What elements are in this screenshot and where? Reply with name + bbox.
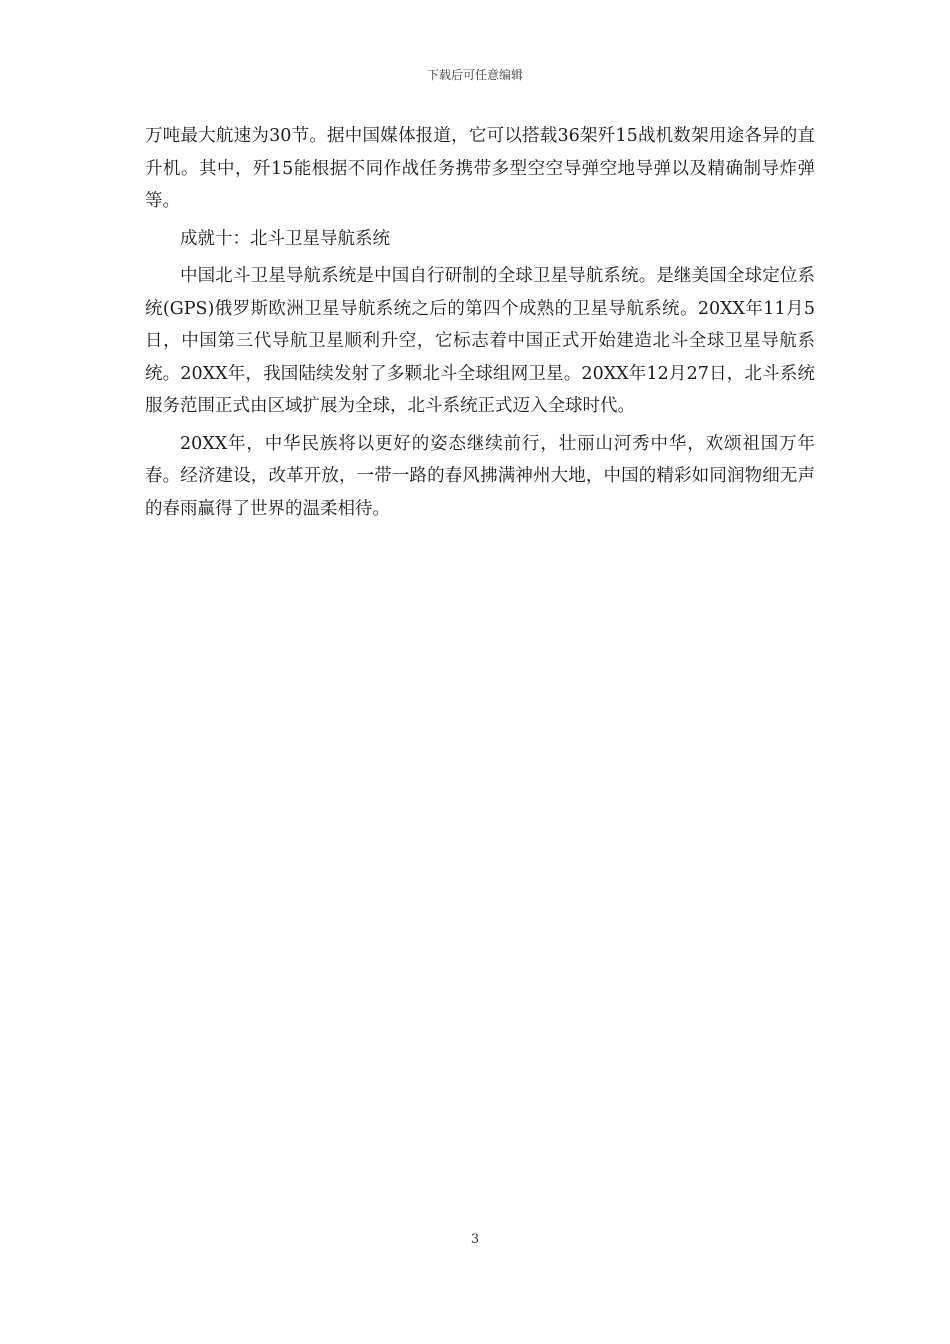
paragraph-beidou: 中国北斗卫星导航系统是中国自行研制的全球卫星导航系统。是继美国全球定位系统(GPS)俄罗斯欧洲卫星导航系统之后的第四个成熟的卫星导航系统。20XX年11月5日，中国第三代导航卫星顺利升空，它标志着中国正式开始建造北斗全球卫星导航系统。20XX年，我国陆续发射了多颗北斗全球组网卫星。20XX年12月27日，北斗系统服务范围正式由区域扩展为全球，北斗系统正式迈入全球时代。 bbox=[145, 266, 815, 416]
paragraph-conclusion: 20XX年，中华民族将以更好的姿态继续前行，壮丽山河秀中华，欢颂祖国万年春。经济建设，改革开放，一带一路的春风拂满神州大地，中国的精彩如同润物细无声的春雨赢得了世界的温柔相待。 bbox=[145, 433, 815, 519]
page-header: 下载后可任意编辑 bbox=[426, 68, 523, 82]
document-body bbox=[145, 120, 815, 530]
page-number: 3 bbox=[470, 1232, 480, 1247]
section-heading-beidou: 成就十：北斗卫星导航系统 bbox=[180, 228, 390, 249]
paragraph-carrier-continuation: 万吨最大航速为30节。据中国媒体报道，它可以搭载36架歼15战机数架用途各异的直升机。其中，歼15能根据不同作战任务携带多型空空导弹空地导弹以及精确制导炸弹等。 bbox=[145, 126, 815, 211]
